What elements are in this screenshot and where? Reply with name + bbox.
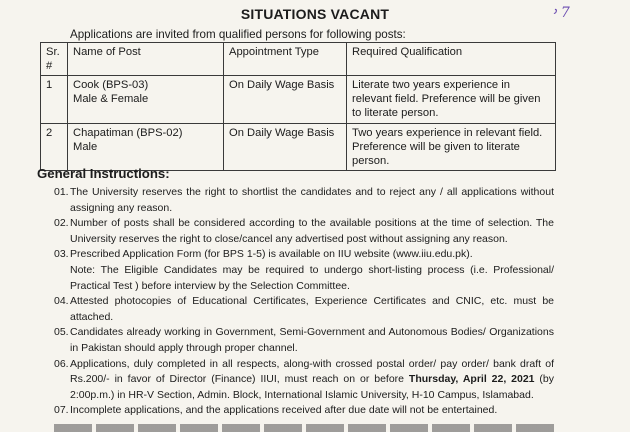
item-number: 03.: [54, 248, 69, 261]
table-row: [41, 124, 556, 171]
item-text: Number of posts shall be considered according to the available positions at the time of selection. The University reserves the right to close/cancel any advertised post without assigning any reason.: [70, 217, 554, 245]
list-item: [54, 403, 554, 419]
item-number: 04.: [54, 295, 69, 308]
column-header-sr: Sr. #: [41, 43, 68, 76]
table-row: [41, 76, 556, 124]
cell-sr: 1: [41, 76, 68, 124]
list-item: [54, 216, 554, 247]
item-note: Note: The Eligible Candidates may be required to undergo short-listing process (i.e. Professional/ Practical Test ) before interview by the Selection Committee.: [70, 263, 554, 292]
column-header-name: Name of Post: [68, 43, 224, 76]
item-text: Attested photocopies of Educational Certificates, Experience Certificates and CNIC, etc. must be attached.: [70, 295, 554, 323]
instructions-list: [54, 185, 554, 419]
cell-sr: 2: [41, 124, 68, 171]
item-number: 01.: [54, 186, 69, 198]
item-text: Applications, duly completed in all respects, along-with crossed postal order/ pay order/ bank draft of Rs.200/- in favor of Director (Finance) IIUI, must reach on or before: [70, 357, 554, 386]
intro-text: Applications are invited from qualified persons for following posts:: [70, 28, 406, 41]
list-item: [54, 185, 554, 216]
column-header-qualification: Required Qualification: [347, 43, 556, 76]
posts-table: [40, 42, 556, 171]
item-text: Incomplete applications, and the applications received after due date will not be entertained.: [70, 404, 498, 417]
item-text: The University reserves the right to shortlist the candidates and to reject any / all applications without assigning any reason.: [70, 186, 554, 214]
cell-qualification: Literate two years experience in relevant field. Preference will be given to literate person.: [347, 76, 556, 124]
post-name: Chapatiman (BPS-02): [73, 127, 183, 139]
post-gender: Male & Female: [73, 93, 149, 105]
instructions-heading: General Instructions:: [37, 166, 170, 181]
post-gender: Male: [73, 141, 98, 153]
cropped-next-line: [54, 424, 554, 432]
post-name: Cook (BPS-03): [73, 79, 149, 91]
item-text-block: [70, 357, 554, 404]
item-text: Candidates already working in Government, Semi-Government and Autonomous Bodies/ Organizations in Pakistan should apply through proper channel.: [70, 326, 554, 354]
cell-post-name: [68, 124, 224, 171]
cell-appointment-type: On Daily Wage Basis: [224, 76, 347, 124]
handwritten-mark: ᠈ 7: [552, 5, 570, 21]
item-number: 06.: [54, 357, 69, 370]
list-item: [54, 325, 554, 356]
item-text: Prescribed Application Form (for BPS 1-5) is available on IIU website (www.iiu.edu.pk).: [70, 248, 473, 261]
column-header-type: Appointment Type: [224, 43, 347, 76]
cell-qualification: Two years experience in relevant field. Preference will be given to literate person.: [347, 124, 556, 171]
cell-post-name: [68, 76, 224, 124]
item-number: 02.: [54, 217, 69, 230]
item-number: 07.: [54, 404, 69, 417]
table-header-row: [41, 43, 556, 76]
item-text-block: [70, 247, 554, 294]
list-item: [54, 247, 554, 294]
page-title: SITUATIONS VACANT: [240, 6, 390, 22]
list-item: [54, 294, 554, 325]
deadline-date: Thursday, April 22, 2021: [408, 373, 535, 386]
item-text: (by 2:00p.m.) in HR-V Section, Admin. Block, International Islamic University, H-10 Campus, Islamabad.: [70, 373, 555, 401]
cell-appointment-type: On Daily Wage Basis: [224, 124, 347, 171]
list-item: [54, 357, 554, 404]
item-number: 05.: [54, 326, 69, 339]
